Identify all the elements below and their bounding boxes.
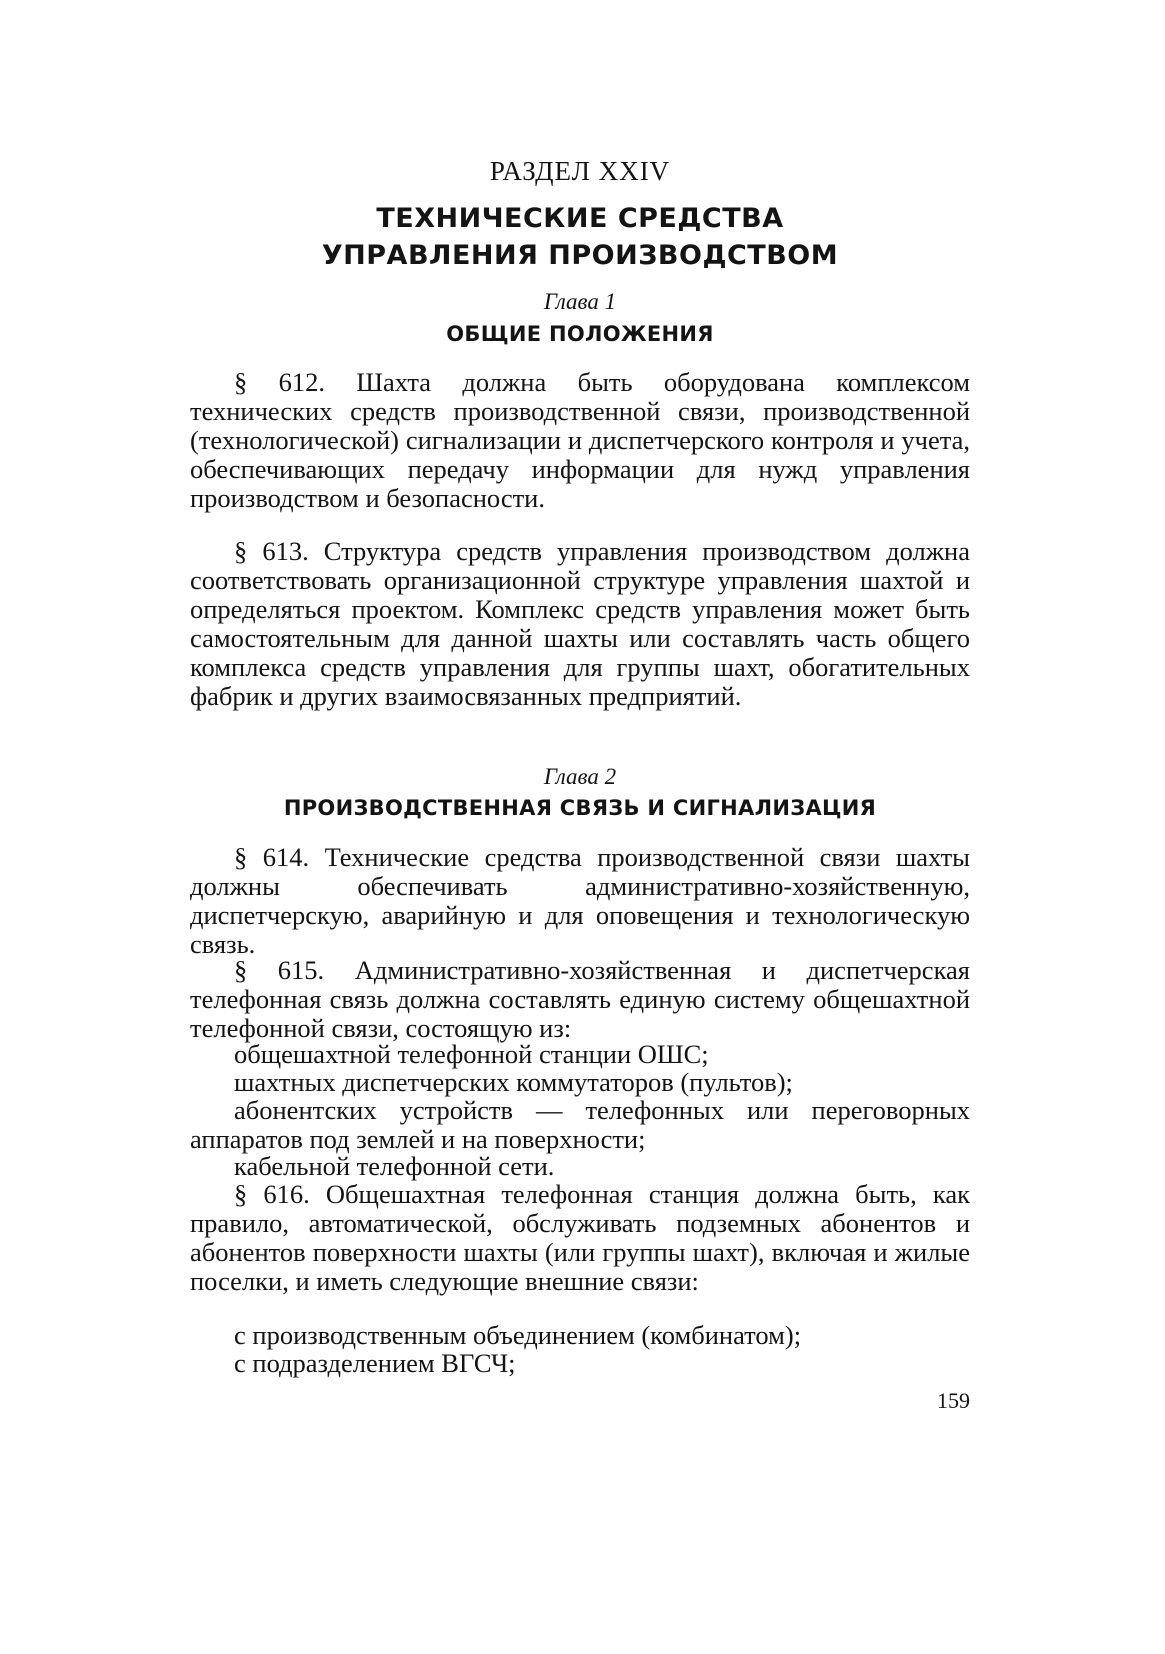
page-number: 159 (937, 1388, 970, 1413)
chapter-1-title: ОБЩИЕ ПОЛОЖЕНИЯ (446, 322, 714, 346)
list-item: шахтных диспетчерских коммутаторов (пультов); (234, 1067, 793, 1097)
chapter-2-title: ПРОИЗВОДСТВЕННАЯ СВЯЗЬ И СИГНАЛИЗАЦИЯ (283, 796, 877, 820)
paragraph-616-text: § 616. Общешахтная телефонная станция должна быть, как правило, автоматической, обслуживать подземных абонентов и абонентов поверхности шахты (или группы шахт), включая и жилые поселки, и иметь следующие внешние связи: (190, 1179, 970, 1296)
list-item-text: абонентских устройств — телефонных или переговорных аппаратов под землей и на поверхности; (190, 1095, 970, 1154)
paragraph-615 (190, 956, 970, 1043)
paragraph-612 (190, 368, 970, 513)
list-item (190, 1096, 970, 1154)
list-item: кабельной телефонной сети. (234, 1151, 555, 1181)
list-item: общешахтной телефонной станции ОШС; (234, 1039, 709, 1069)
section-title (190, 200, 970, 274)
paragraph-612-text: § 612. Шахта должна быть оборудована комплексом технических средств производственной связи, производственной (технологической) сигнализации и диспетчерского контроля и учета, обеспечивающих передачу информации для нужд управления производством и безопасности. (190, 367, 970, 513)
section-label: РАЗДЕЛ XXIV (489, 156, 671, 186)
section-title-line-1: ТЕХНИЧЕСКИЕ СРЕДСТВА (376, 203, 784, 234)
paragraph-613-text: § 613. Структура средств управления производством должна соответствовать организационной структуре управления шахтой и определяться проектом. Комплекс средств управления может быть самостоятельным для данной шахты или составлять часть общего комплекса средств управления для группы шахт, обогатительных фабрик и других взаимосвязанных предприятий. (190, 536, 970, 711)
paragraph-616 (190, 1180, 970, 1296)
document-page (190, 0, 970, 1654)
paragraph-615-text: § 615. Административно-хозяйственная и диспетчерская телефонная связь должна составлять единую систему общешахтной телефонной связи, состоящую из: (190, 955, 970, 1043)
paragraph-613 (190, 537, 970, 711)
chapter-1-label: Глава 1 (543, 289, 617, 314)
paragraph-614 (190, 843, 970, 959)
list-item: с производственным объединением (комбинатом); (234, 1320, 802, 1350)
paragraph-614-text: § 614. Технические средства производственной связи шахты должны обеспечивать административно-хозяйственную, диспетчерскую, аварийную и для оповещения и технологическую связь. (190, 842, 970, 959)
list-item: с подразделением ВГСЧ; (234, 1348, 516, 1378)
chapter-2-label: Глава 2 (543, 764, 617, 789)
section-title-line-2: УПРАВЛЕНИЯ ПРОИЗВОДСТВОМ (321, 240, 839, 271)
